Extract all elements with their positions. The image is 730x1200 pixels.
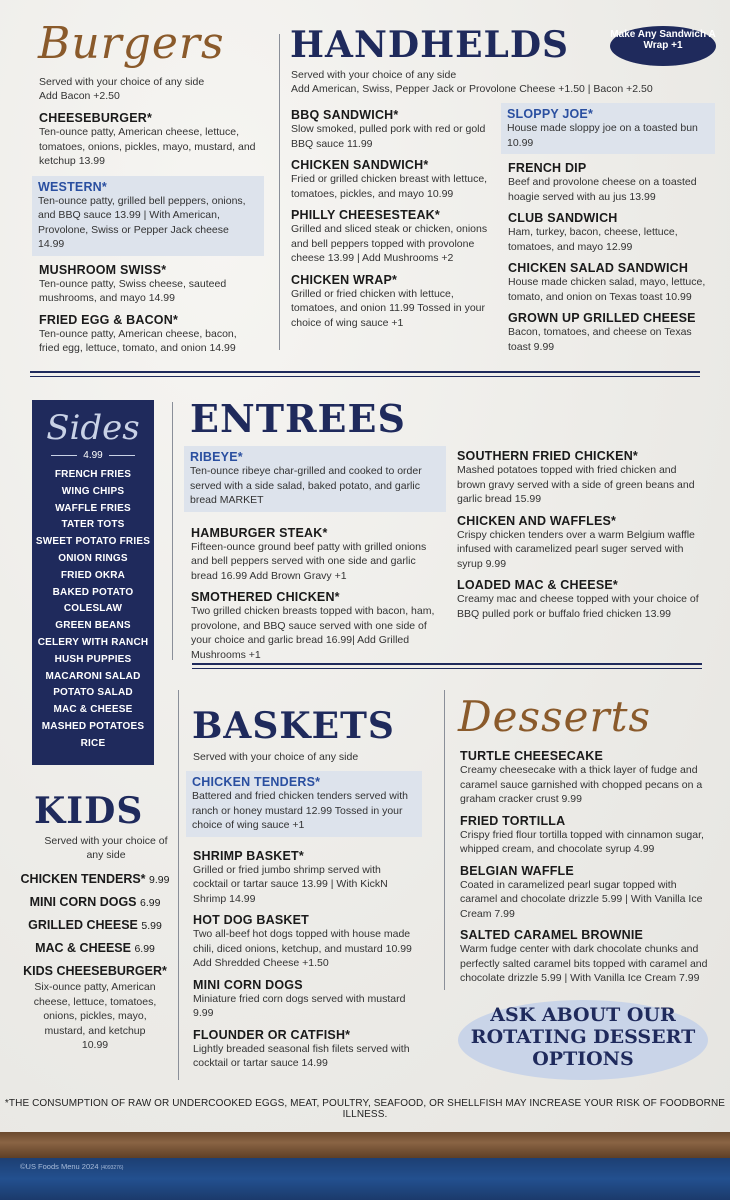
ask-rotating-desserts-banner: ASK ABOUT OUR ROTATING DESSERT OPTIONS xyxy=(458,1000,708,1080)
menu-item: FRIED TORTILLA Crispy fried flour tortilla topped with cinnamon sugar, whipped cream, and chocolate syrup 4.99 xyxy=(460,813,704,855)
side-item: CELERY WITH RANCH xyxy=(37,636,149,648)
divider xyxy=(172,402,173,660)
wood-strip xyxy=(0,1132,730,1158)
baskets-title: BASKETS xyxy=(192,705,395,747)
menu-item: HOT DOG BASKET Two all-beef hot dogs topped with house made chili, diced onions, ketchup, and mustard 10.99 Add Shredded Cheese +1.50 xyxy=(193,913,412,969)
desserts-title: Desserts xyxy=(458,692,652,741)
side-item: BAKED POTATO xyxy=(52,586,134,598)
side-item: HUSH PUPPIES xyxy=(54,653,132,665)
entrees-left-list xyxy=(184,446,446,669)
side-item: POTATO SALAD xyxy=(53,687,133,699)
menu-item: CHICKEN WRAP* Grilled or fried chicken with lettuce, tomatoes, and onion 11.99 Tossed in your choice of wing sauce +1 xyxy=(291,272,485,329)
menu-item: GROWN UP GRILLED CHEESE Bacon, tomatoes, and cheese on Texas toast 9.99 xyxy=(508,311,696,353)
menu-item: FLOUNDER OR CATFISH* Lightly breaded seasonal fish filets served with cocktail or tartar sauce 14.99 xyxy=(193,1027,410,1069)
menu-item: PHILLY CHEESESTEAK* Grilled and sliced steak or chicken, onions and bell peppers topped with provolone cheese 13.99 | Add Mushrooms +2 xyxy=(291,208,488,264)
menu-item: CHICKEN SANDWICH* Fried or grilled chicken breast with lettuce, tomatoes, pickles, and mayo 10.99 xyxy=(291,158,488,200)
kids-item: MINI CORN DOGS 6.99 xyxy=(29,895,161,909)
divider xyxy=(178,690,179,1080)
menu-item-featured: WESTERN* Ten-ounce patty, grilled bell peppers, onions, and BBQ sauce 13.99 | With American, Provolone, Swiss or Pepper Jack cheese 14.99 xyxy=(32,176,264,256)
side-item: ONION RINGS xyxy=(58,552,128,564)
side-item: FRENCH FRIES xyxy=(54,469,132,480)
kids-title: KIDS xyxy=(34,790,144,832)
divider xyxy=(444,690,445,990)
kids-item: CHICKEN TENDERS* 9.99 xyxy=(20,872,170,886)
kids-cheeseburger-desc: Six-ounce patty, American cheese, lettuce, tomatoes, onions, pickles, mayo, mustard, and ketchup 10.99 xyxy=(33,981,157,1051)
copyright: ©US Foods Menu 2024 (4093276) xyxy=(20,1162,124,1171)
handhelds-title: HANDHELDS xyxy=(290,24,570,66)
handhelds-right-list xyxy=(501,103,715,361)
kids-item: GRILLED CHEESE 5.99 xyxy=(28,918,162,932)
menu-item-featured: CHICKEN TENDERS* Battered and fried chicken tenders served with ranch or honey mustard 12.99 Tossed in your choice of wing sauce +1 xyxy=(186,771,422,837)
kids-item: MAC & CHEESE 6.99 xyxy=(35,941,155,955)
baskets-list xyxy=(186,771,422,1078)
kids-note: Served with your choice of any side xyxy=(44,835,168,861)
sides-box xyxy=(32,400,154,765)
desserts-list xyxy=(460,749,712,993)
menu-item: SHRIMP BASKET* Grilled or fried jumbo shrimp served with cocktail or tartar sauce 13.99 | With KickN Shrimp 14.99 xyxy=(193,848,388,905)
kids-item: KIDS CHEESEBURGER* xyxy=(23,964,167,978)
side-item: FRIED OKRA xyxy=(60,569,126,581)
side-item: MAC & CHEESE xyxy=(53,704,133,716)
menu-item: HAMBURGER STEAK* Fifteen-ounce ground beef patty with grilled onions and bell peppers served with one side and garlic bread 16.99 Add Brown Gravy +1 xyxy=(191,525,427,582)
wrap-badge: Make Any Sandwich A Wrap +1 xyxy=(610,26,716,66)
menu-item: BELGIAN WAFFLE Coated in caramelized pearl sugar topped with caramel and chocolate drizzle 5.99 | With Vanilla Ice Cream 7.99 xyxy=(460,863,703,920)
side-item: MACARONI SALAD xyxy=(45,670,141,682)
side-item: GREEN BEANS xyxy=(55,620,131,632)
menu-item: MUSHROOM SWISS* Ten-ounce patty, Swiss cheese, sauteed mushrooms, and mayo 14.99 xyxy=(39,262,227,304)
foodborne-warning: *THE CONSUMPTION OF RAW OR UNDERCOOKED EGGS, MEAT, POULTRY, SEAFOOD, OR SHELLFISH MAY INCREASE YOUR RISK OF FOODBORNE ILLNESS. xyxy=(4,1098,726,1120)
section-divider xyxy=(30,371,700,377)
menu-item: TURTLE CHEESECAKE Creamy cheesecake with a thick layer of fudge and caramel sauce garnished with chopped pecans on a graham cracker crust 9.99 xyxy=(460,749,703,805)
menu-item-featured: RIBEYE* Ten-ounce ribeye char-grilled and cooked to order served with a side salad, baked potato, and garlic bread MARKET xyxy=(184,446,446,512)
menu-item: CHICKEN SALAD SANDWICH House made chicken salad, mayo, lettuce, tomato, and onion on Texas toast 10.99 xyxy=(508,261,706,303)
burgers-note: Served with your choice of any side Add Bacon +2.50 xyxy=(39,76,205,102)
entrees-title: ENTREES xyxy=(190,396,406,441)
handhelds-note: Served with your choice of any side Add American, Swiss, Pepper Jack or Provolone Cheese +1.50 | Bacon +2.50 xyxy=(291,69,653,95)
side-item: WAFFLE FRIES xyxy=(55,502,131,514)
menu-item: FRIED EGG & BACON* Ten-ounce patty, American cheese, bacon, fried egg, lettuce, tomato, and onion 14.99 xyxy=(39,312,237,354)
menu-item: SALTED CARAMEL BROWNIE Warm fudge center with dark chocolate chunks and perfectly salted caramel bits topped with caramel and chocolate drizzle 5.99 | With Vanilla Ice Cream 7.99 xyxy=(460,928,708,984)
burgers-title: Burgers xyxy=(38,18,225,69)
menu-item: SMOTHERED CHICKEN* Two grilled chicken breasts topped with bacon, ham, provolone, and BBQ sauce served with one side of your choice and garlic bread 16.99| Add Grilled Mushrooms +1 xyxy=(191,590,435,661)
baskets-note: Served with your choice of any side xyxy=(193,751,359,763)
divider xyxy=(279,34,280,350)
side-item: SWEET POTATO FRIES xyxy=(35,536,151,548)
menu-item: FRENCH DIP Beef and provolone cheese on a toasted hoagie served with au jus 13.99 xyxy=(508,161,697,203)
entrees-right-list xyxy=(457,449,702,628)
side-item: MASHED POTATOES xyxy=(41,720,145,732)
side-item: COLESLAW xyxy=(63,603,123,615)
menu-item: LOADED MAC & CHEESE* Creamy mac and cheese topped with your choice of BBQ pulled pork or buffalo fried chicken 13.99 xyxy=(457,578,699,620)
kids-list xyxy=(20,872,170,1053)
sides-list xyxy=(32,467,154,753)
handhelds-left-list xyxy=(291,108,491,337)
section-divider xyxy=(192,663,702,669)
side-item: TATER TOTS xyxy=(61,519,125,531)
sides-title: Sides xyxy=(46,408,140,448)
burgers-list xyxy=(32,111,264,363)
sides-price: 4.99 xyxy=(32,450,154,461)
menu-item: BBQ SANDWICH* Slow smoked, pulled pork with red or gold BBQ sauce 11.99 xyxy=(291,108,486,150)
menu-item: MINI CORN DOGS Miniature fried corn dogs served with mustard 9.99 xyxy=(193,977,406,1019)
menu-item: CLUB SANDWICH Ham, turkey, bacon, cheese, lettuce, tomatoes, and mayo 12.99 xyxy=(508,211,678,253)
side-item: RICE xyxy=(80,737,106,749)
menu-item-featured: SLOPPY JOE* House made sloppy joe on a toasted bun 10.99 xyxy=(501,103,715,154)
menu-item: CHEESEBURGER* Ten-ounce patty, American cheese, lettuce, tomatoes, onions, pickles, mayo, mustard, and ketchup 13.99 xyxy=(39,111,256,167)
menu-item: SOUTHERN FRIED CHICKEN* Mashed potatoes topped with fried chicken and brown gravy served with a side of green beans and garlic bread 15.99 xyxy=(457,449,695,505)
menu-item: CHICKEN AND WAFFLES* Crispy chicken tenders over a warm Belgium waffle infused with caramelized pearl suger served with syrup 9.99 xyxy=(457,513,695,570)
side-item: WING CHIPS xyxy=(61,485,125,497)
